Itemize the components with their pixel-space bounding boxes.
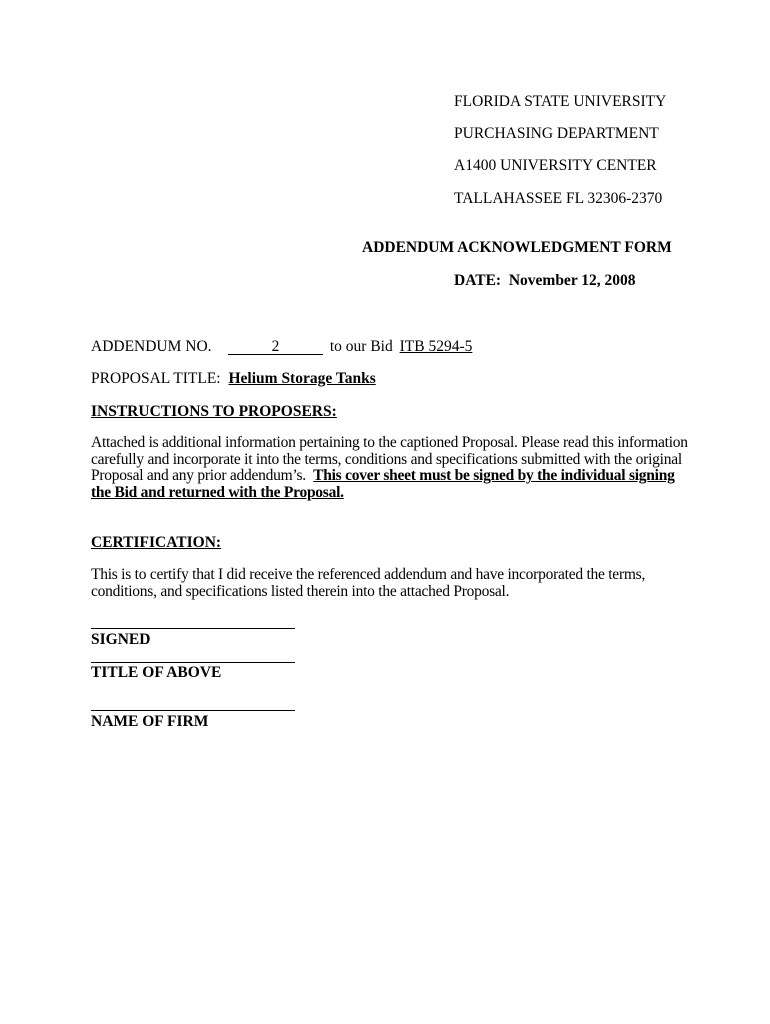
title-line[interactable]: [91, 662, 295, 663]
firm-line[interactable]: [91, 710, 295, 711]
addendum-number-field[interactable]: [228, 339, 323, 355]
form-title: ADDENDUM ACKNOWLEDGMENT FORM: [362, 239, 672, 256]
date-value: November 12, 2008: [508, 272, 636, 289]
certification-text: This is to certify that I did receive the referenced addendum and have incorporated the terms, conditions, and specifications listed therein into the attached Proposal.: [91, 566, 646, 600]
name-of-firm-label: NAME OF FIRM: [91, 713, 209, 730]
addendum-number-label: ADDENDUM NO.: [91, 338, 212, 355]
street-address: A1400 UNIVERSITY CENTER: [454, 157, 657, 174]
city-address: TALLAHASSEE FL 32306-2370: [454, 190, 663, 207]
proposal-title-line: [91, 370, 376, 388]
signed-line[interactable]: [91, 628, 295, 629]
proposal-title-label: PROPOSAL TITLE:: [91, 370, 221, 387]
instructions-heading: INSTRUCTIONS TO PROPOSERS:: [91, 403, 337, 420]
addendum-number-value: 2: [271, 338, 280, 355]
department-name: PURCHASING DEPARTMENT: [454, 125, 659, 142]
date-label: DATE:: [454, 272, 502, 289]
university-name: FLORIDA STATE UNIVERSITY: [454, 93, 667, 110]
addendum-line: [228, 338, 472, 356]
instructions-text: Attached is additional information pertaining to the captioned Proposal. Please read this information carefully and incorporate it into the terms, conditions and specifications submitted with the original Proposal and any prior addendum’s.: [91, 434, 688, 485]
bid-number: ITB 5294-5: [399, 338, 473, 355]
instructions-paragraph: [91, 435, 691, 502]
signed-label: SIGNED: [91, 631, 151, 648]
proposal-title-value: Helium Storage Tanks: [228, 370, 376, 387]
bid-connector: to our Bid: [329, 338, 393, 355]
title-of-above-label: TITLE OF ABOVE: [91, 664, 222, 681]
certification-heading: CERTIFICATION:: [91, 534, 222, 551]
instructions-emphasis: This cover sheet must be signed by the individual signing the Bid and returned with the Proposal.: [91, 467, 675, 502]
form-date: [454, 272, 636, 290]
